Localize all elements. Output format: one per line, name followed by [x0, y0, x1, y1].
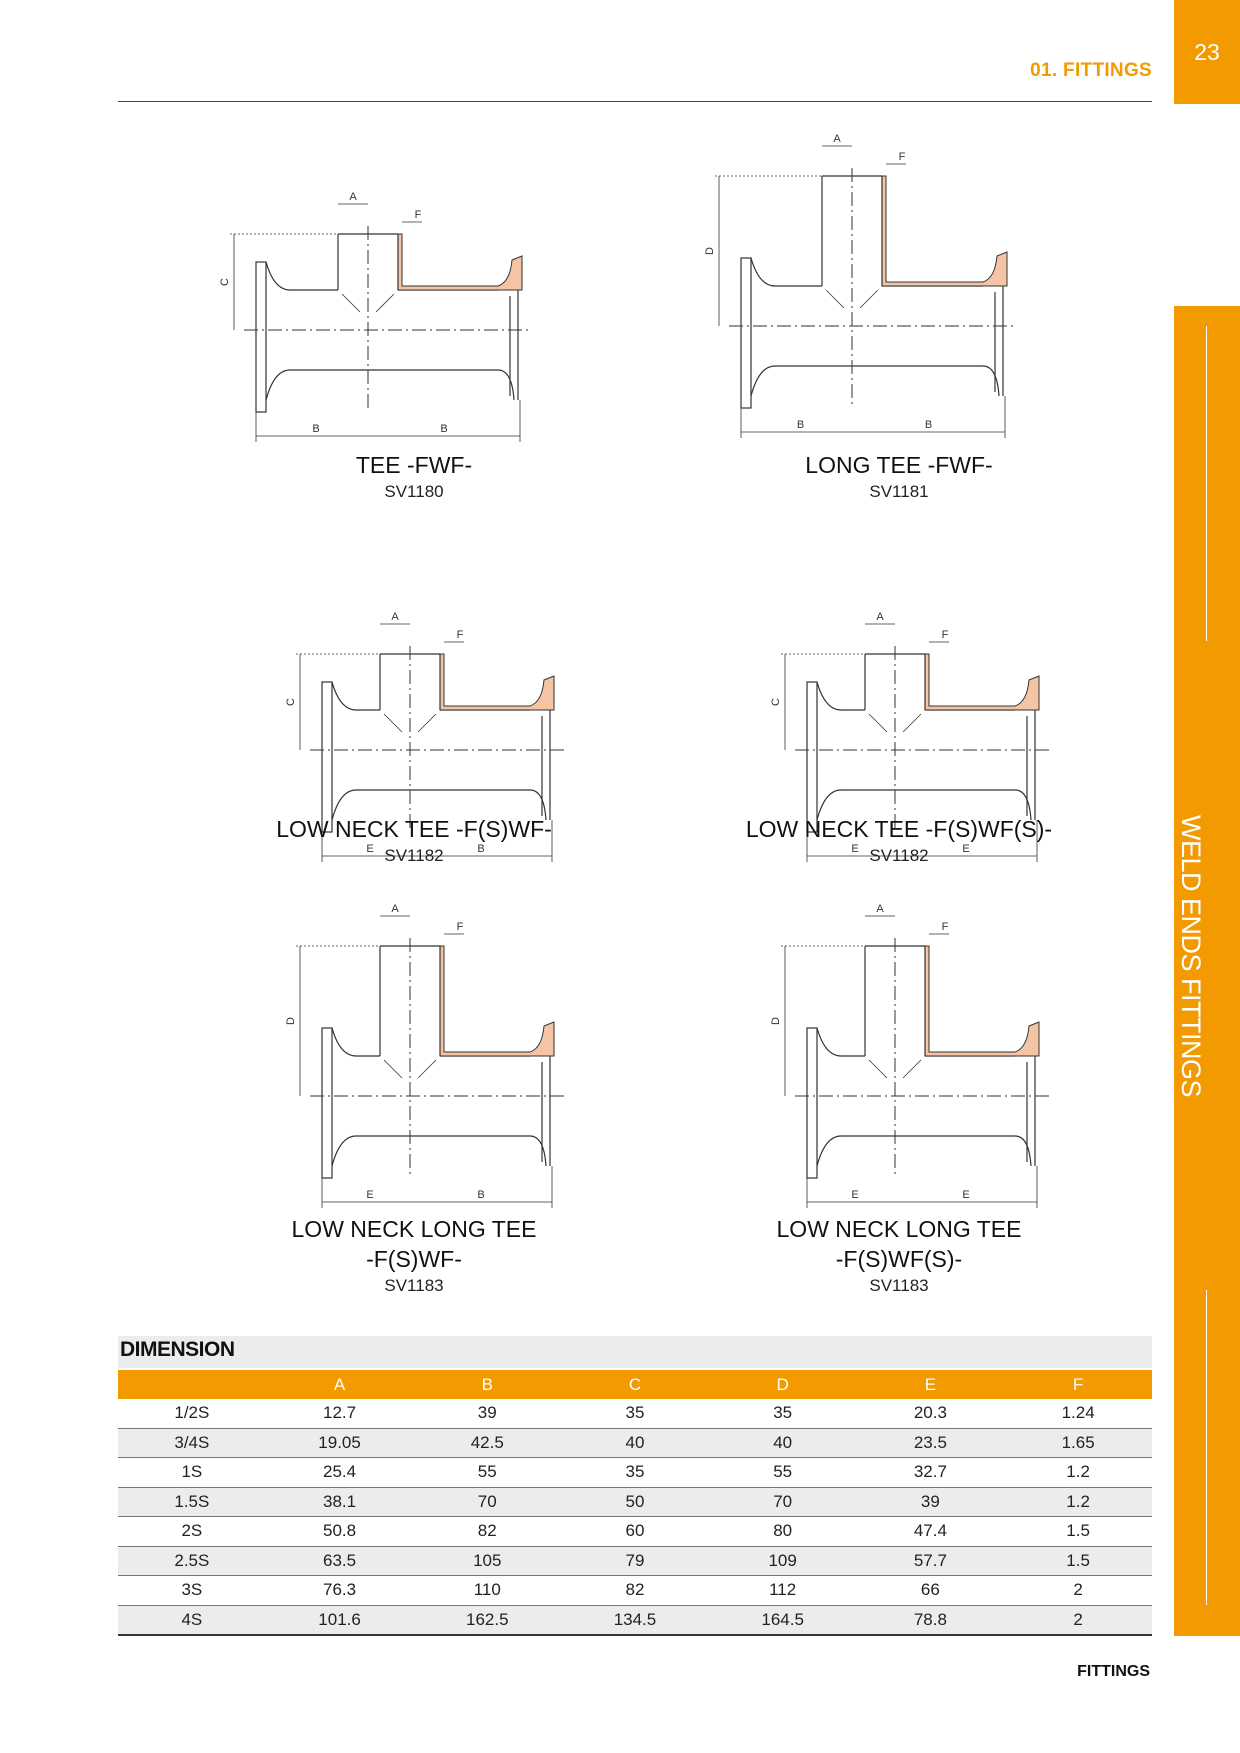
dimension-label: F: [456, 629, 464, 641]
dimension-label: D: [704, 247, 716, 255]
dimension-label: B: [477, 843, 485, 855]
dimension-label: F: [941, 921, 949, 933]
dimension-label: D: [285, 1017, 297, 1025]
value-cell: 164.5: [709, 1605, 857, 1635]
dimension-label: E: [366, 843, 374, 855]
value-cell: 32.7: [857, 1458, 1005, 1488]
product-name: LOW NECK LONG TEE: [776, 1216, 1022, 1242]
dimension-label: E: [962, 1189, 970, 1201]
table-row: [118, 1576, 1152, 1606]
value-cell: 162.5: [413, 1605, 561, 1635]
side-tab-divider: [1206, 326, 1207, 641]
value-cell: 25.4: [266, 1458, 414, 1488]
dimension-title-bar: [118, 1336, 1152, 1368]
value-cell: 40: [561, 1428, 709, 1458]
dimension-label: A: [391, 903, 399, 915]
product-name: LONG TEE -FWF-: [805, 452, 993, 478]
column-header: E: [857, 1370, 1005, 1399]
table-row: [118, 1517, 1152, 1547]
value-cell: 47.4: [857, 1517, 1005, 1547]
dimension-label: E: [366, 1189, 374, 1201]
dimension-label: D: [770, 1017, 782, 1025]
product-name: TEE -FWF-: [355, 452, 473, 478]
value-cell: 1.5: [1004, 1546, 1152, 1576]
product-name-line2: -F(S)WF-: [366, 1246, 462, 1272]
value-cell: 82: [561, 1576, 709, 1606]
section-title: 01. FITTINGS: [1030, 60, 1152, 81]
value-cell: 2: [1004, 1576, 1152, 1606]
drawing-low-neck-long-tee-fswf: [252, 896, 652, 1216]
value-cell: 80: [709, 1517, 857, 1547]
drawing-tee-fwf: [212, 126, 612, 446]
value-cell: 38.1: [266, 1487, 414, 1517]
dimension-label: A: [833, 133, 841, 145]
tee-drawing: [697, 126, 1097, 446]
dimension-label: A: [876, 903, 884, 915]
product-code: SV1183: [869, 1276, 929, 1295]
value-cell: 60: [561, 1517, 709, 1547]
value-cell: 1.2: [1004, 1458, 1152, 1488]
drawing-long-tee-fwf: [697, 126, 1097, 446]
dimension-title: DIMENSION: [120, 1338, 235, 1361]
size-cell: 1S: [118, 1458, 266, 1488]
dimension-label: B: [477, 1189, 485, 1201]
value-cell: 110: [413, 1576, 561, 1606]
value-cell: 112: [709, 1576, 857, 1606]
product-name: LOW NECK TEE -F(S)WF(S)-: [745, 816, 1053, 842]
value-cell: 79: [561, 1546, 709, 1576]
size-cell: 3S: [118, 1576, 266, 1606]
value-cell: 39: [857, 1487, 1005, 1517]
footer-label: FITTINGS: [1077, 1663, 1150, 1680]
product-code: SV1182: [869, 846, 929, 865]
table-row: [118, 1399, 1152, 1428]
dimension-label: C: [285, 698, 297, 706]
product-name: LOW NECK TEE -F(S)WF-: [276, 816, 552, 842]
value-cell: 1.65: [1004, 1428, 1152, 1458]
dimension-label: E: [962, 843, 970, 855]
dimension-label: B: [312, 423, 320, 435]
column-header: B: [413, 1370, 561, 1399]
dimension-label: F: [414, 209, 422, 221]
value-cell: 1.2: [1004, 1487, 1152, 1517]
dimension-label: A: [349, 191, 357, 203]
value-cell: 35: [561, 1458, 709, 1488]
value-cell: 39: [413, 1399, 561, 1428]
column-header: D: [709, 1370, 857, 1399]
product-name-line2: -F(S)WF(S)-: [835, 1246, 963, 1272]
size-cell: 1/2S: [118, 1399, 266, 1428]
value-cell: 2: [1004, 1605, 1152, 1635]
tee-drawing: [737, 896, 1137, 1216]
value-cell: 42.5: [413, 1428, 561, 1458]
drawing-low-neck-long-tee-fswfs: [737, 896, 1137, 1216]
dimension-label: B: [924, 419, 933, 431]
size-cell: 4S: [118, 1605, 266, 1635]
value-cell: 134.5: [561, 1605, 709, 1635]
dimension-label: E: [851, 1189, 859, 1201]
product-code: SV1181: [869, 482, 929, 501]
value-cell: 70: [709, 1487, 857, 1517]
value-cell: 70: [413, 1487, 561, 1517]
size-cell: 2.5S: [118, 1546, 266, 1576]
value-cell: 76.3: [266, 1576, 414, 1606]
value-cell: 50.8: [266, 1517, 414, 1547]
dimension-label: F: [941, 629, 949, 641]
size-cell: 2S: [118, 1517, 266, 1547]
value-cell: 20.3: [857, 1399, 1005, 1428]
column-header: F: [1004, 1370, 1152, 1399]
table-row: [118, 1428, 1152, 1458]
table-row: [118, 1487, 1152, 1517]
value-cell: 66: [857, 1576, 1005, 1606]
dimension-label: E: [851, 843, 859, 855]
table-header-row: [118, 1370, 1152, 1399]
header-divider: [118, 101, 1152, 102]
product-code: SV1182: [384, 846, 444, 865]
value-cell: 19.05: [266, 1428, 414, 1458]
product-code: SV1180: [384, 482, 444, 501]
value-cell: 35: [561, 1399, 709, 1428]
dimension-label: A: [876, 611, 884, 623]
value-cell: 55: [413, 1458, 561, 1488]
size-cell: 3/4S: [118, 1428, 266, 1458]
value-cell: 78.8: [857, 1605, 1005, 1635]
value-cell: 105: [413, 1546, 561, 1576]
value-cell: 55: [709, 1458, 857, 1488]
value-cell: 12.7: [266, 1399, 414, 1428]
column-header: C: [561, 1370, 709, 1399]
value-cell: 50: [561, 1487, 709, 1517]
value-cell: 109: [709, 1546, 857, 1576]
value-cell: 101.6: [266, 1605, 414, 1635]
value-cell: 1.24: [1004, 1399, 1152, 1428]
dimension-label: C: [770, 698, 782, 706]
dimension-label: B: [796, 419, 805, 431]
product-code: SV1183: [384, 1276, 444, 1295]
table-row: [118, 1458, 1152, 1488]
value-cell: 57.7: [857, 1546, 1005, 1576]
value-cell: 40: [709, 1428, 857, 1458]
dimension-label: B: [440, 423, 448, 435]
value-cell: 35: [709, 1399, 857, 1428]
value-cell: 1.5: [1004, 1517, 1152, 1547]
product-name: LOW NECK LONG TEE: [291, 1216, 537, 1242]
dimension-table: [118, 1370, 1152, 1636]
side-tab-label: WELD ENDS FITTINGS: [1176, 815, 1206, 1098]
size-cell: 1.5S: [118, 1487, 266, 1517]
tee-drawing: [252, 896, 652, 1216]
value-cell: 23.5: [857, 1428, 1005, 1458]
column-header: A: [266, 1370, 414, 1399]
side-tab-divider: [1206, 1290, 1207, 1605]
value-cell: 82: [413, 1517, 561, 1547]
page-number: 23: [1174, 0, 1240, 104]
column-header: [118, 1370, 266, 1399]
tee-drawing: [212, 126, 612, 446]
dimension-label: F: [898, 151, 906, 163]
dimension-label: C: [219, 278, 231, 286]
table-row: [118, 1605, 1152, 1635]
dimension-label: A: [391, 611, 399, 623]
dimension-label: F: [456, 921, 464, 933]
value-cell: 63.5: [266, 1546, 414, 1576]
table-row: [118, 1546, 1152, 1576]
